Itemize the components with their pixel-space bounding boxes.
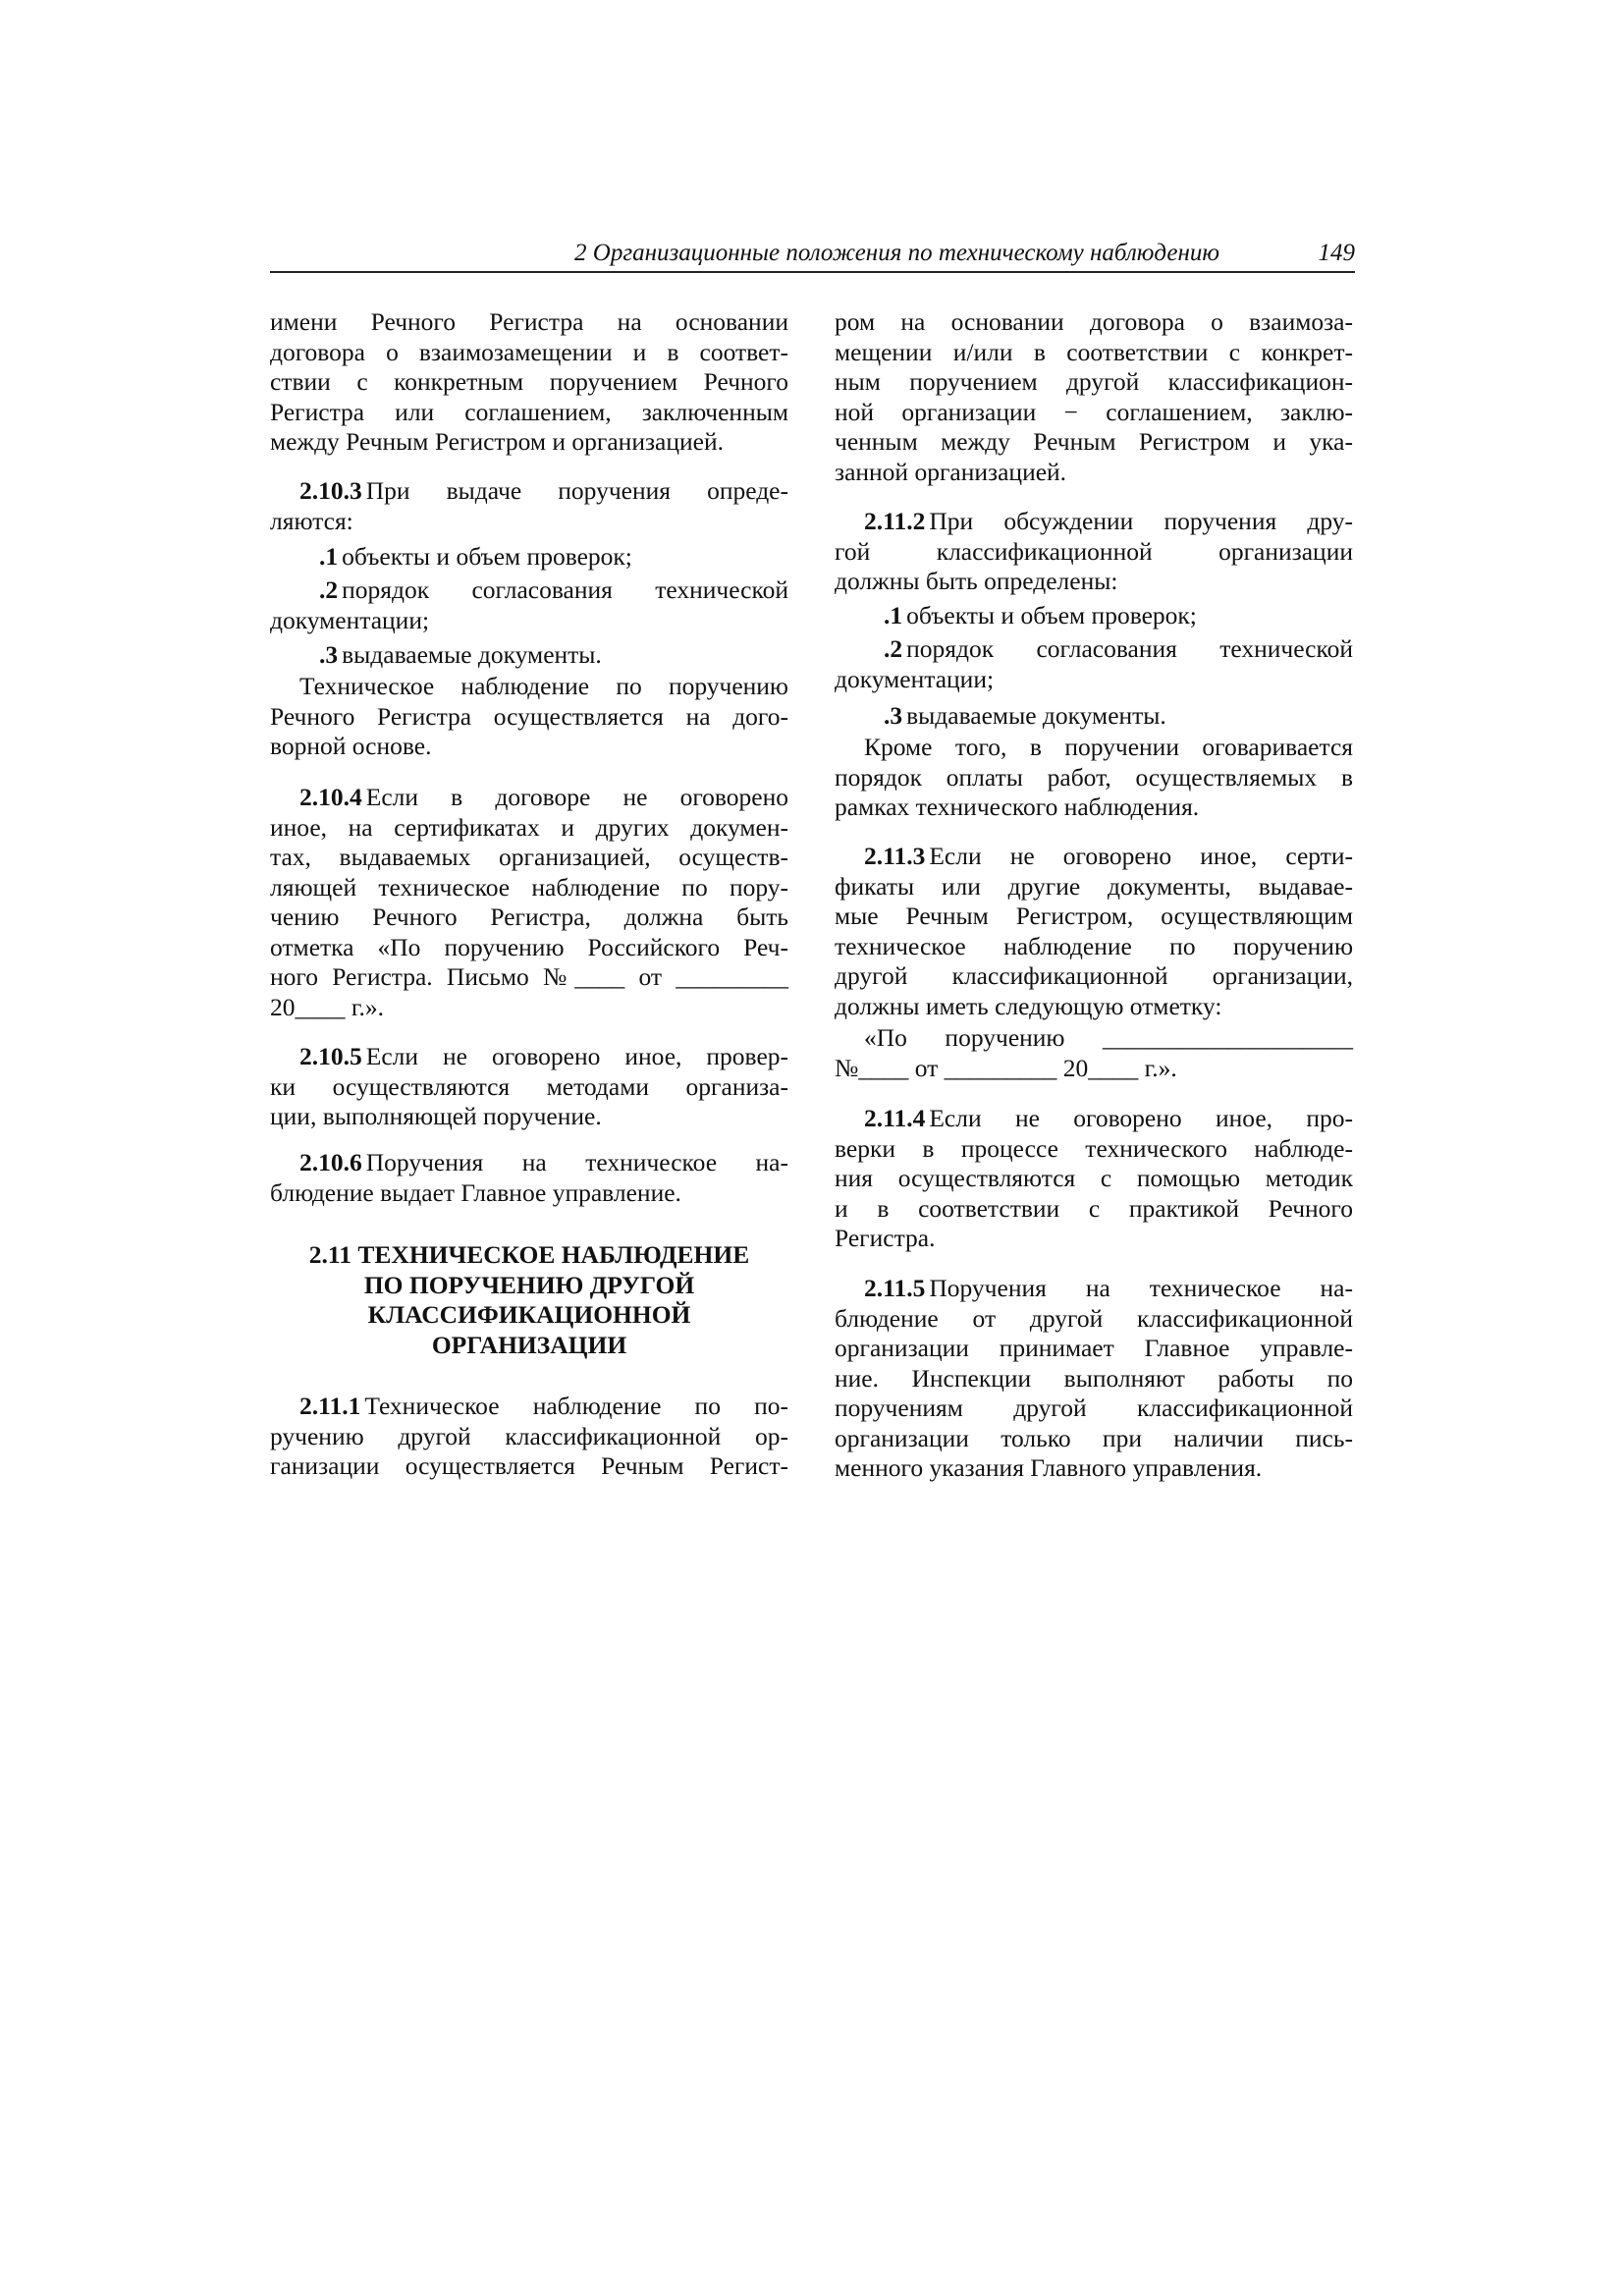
paragraph [835, 307, 1353, 487]
text-line [270, 338, 788, 368]
clause-number: .2 [884, 634, 903, 663]
paragraph [270, 476, 788, 536]
text-line [270, 476, 788, 507]
header-title: 2 Организационные положения по техническому наблюдению [574, 240, 1219, 266]
line-text: выдаваемые документы. [906, 701, 1166, 730]
text-line [270, 606, 788, 636]
line-text: занной организацией. [835, 457, 1067, 486]
line-text: ляющей техническое наблюдение по пору- [270, 872, 788, 902]
text-line [835, 338, 1353, 368]
line-text: Регистра. [835, 1224, 936, 1252]
line-text: ции, выполняющей поручение. [270, 1102, 602, 1130]
line-text: ной организации − соглашением, заклю- [835, 397, 1353, 426]
line-text: ПО ПОРУЧЕНИЮ ДРУГОЙ [363, 1270, 695, 1299]
text-line [270, 575, 788, 606]
line-text: ченным между Речным Регистром и ука- [835, 427, 1353, 456]
text-line [270, 702, 788, 733]
text-line [270, 993, 788, 1023]
text-line [835, 1134, 1353, 1165]
text-line [270, 1422, 788, 1452]
text-line [270, 640, 788, 671]
line-text: имени Речного Регистра на основании [270, 307, 788, 336]
line-text: тах, выдаваемых организацией, осуществ- [270, 843, 788, 871]
text-line [835, 992, 1353, 1022]
paragraph [835, 601, 1353, 631]
text-line [270, 507, 788, 537]
text-line [835, 1453, 1353, 1484]
text-line [835, 763, 1353, 793]
text-line [270, 933, 788, 963]
paragraph [270, 783, 788, 1022]
line-text: ствии с конкретным поручением Речного [270, 367, 788, 396]
text-line [270, 843, 788, 873]
text-line [270, 813, 788, 844]
text-line [270, 1072, 788, 1103]
line-text: выдаваемые документы. [342, 640, 602, 669]
clause-number: .1 [319, 542, 339, 571]
line-text: мые Речным Регистром, осуществляющим [835, 902, 1353, 930]
line-text: ным поручением другой классификацион- [835, 367, 1353, 396]
clause-number: 2.10.5 [299, 1042, 362, 1070]
text-line [835, 932, 1353, 962]
line-text: другой классификационной организации, [835, 961, 1353, 990]
clause-number: .3 [319, 640, 339, 669]
line-text: 2.11 ТЕХНИЧЕСКОЕ НАБЛЮДЕНИЕ [308, 1240, 750, 1269]
text-line [270, 367, 788, 398]
line-text: блюдение выдает Главное управление. [270, 1177, 681, 1207]
line-text: отметка «По поручению Российского Реч- [270, 932, 788, 961]
text-line [270, 1451, 788, 1482]
text-line [835, 842, 1353, 872]
running-header [270, 238, 1355, 273]
line-text: «По поручению ____________________ [864, 1023, 1353, 1052]
text-line [835, 1364, 1353, 1394]
line-text: Кроме того, в поручении оговаривается [864, 733, 1353, 761]
line-text: верки в процессе технического наблюде- [835, 1133, 1353, 1163]
line-text: ки осуществляются методами организа- [270, 1071, 788, 1101]
line-text: организации принимает Главное управле- [835, 1334, 1353, 1362]
line-text: ОРГАНИЗАЦИИ [431, 1330, 627, 1359]
page-number: 149 [1318, 240, 1355, 266]
paragraph [835, 507, 1353, 597]
line-text: гой классификационной организации [835, 536, 1353, 566]
line-text: 20____ г.». [270, 992, 384, 1021]
text-line [835, 427, 1353, 458]
text-line [835, 1424, 1353, 1454]
line-text: порядок оплаты работ, осуществляемых в [835, 762, 1353, 792]
line-text: ганизации осуществляется Речным Регист- [270, 1451, 788, 1480]
text-line [270, 1178, 788, 1209]
text-line [270, 783, 788, 813]
line-text: При обсуждении поручения дру- [929, 507, 1353, 535]
text-line [270, 427, 788, 458]
text-line [835, 507, 1353, 537]
text-line [835, 1104, 1353, 1134]
text-line [270, 1271, 788, 1301]
paragraph [270, 640, 788, 671]
text-line [270, 542, 788, 573]
paragraph [835, 842, 1353, 1021]
line-text: и в соответствии с практикой Речного [835, 1193, 1353, 1223]
line-text: ния осуществляются с помощью методик [835, 1164, 1353, 1192]
line-text: договора о взаимозамещении и в соответ- [270, 337, 788, 366]
paragraph [835, 701, 1353, 732]
clause-number: 2.10.6 [299, 1148, 362, 1176]
text-line [835, 458, 1353, 488]
text-line [835, 601, 1353, 631]
text-line [835, 1274, 1353, 1304]
text-line [270, 732, 788, 762]
clause-number: 2.10.4 [299, 783, 362, 811]
paragraph [270, 1392, 788, 1482]
text-line [270, 873, 788, 903]
paragraph [270, 672, 788, 762]
text-line [270, 902, 788, 933]
line-text: поручениям другой классификационной [835, 1394, 1353, 1422]
line-text: КЛАССИФИКАЦИОННОЙ [367, 1300, 691, 1329]
text-line [270, 1240, 788, 1271]
section-heading [270, 1240, 788, 1360]
paragraph [835, 1274, 1353, 1484]
text-line [835, 1334, 1353, 1364]
line-text: техническое наблюдение по поручению [835, 931, 1353, 960]
paragraph [835, 634, 1353, 694]
text-line [835, 701, 1353, 732]
clause-number: 2.11.1 [299, 1392, 361, 1420]
text-line [835, 567, 1353, 597]
clause-number: .3 [884, 701, 903, 730]
line-text: порядок согласования технической [906, 634, 1353, 663]
text-line [270, 307, 788, 338]
text-line [270, 1300, 788, 1331]
paragraph [835, 1104, 1353, 1254]
paragraph [270, 575, 788, 635]
paragraph [270, 1042, 788, 1132]
text-line [835, 1194, 1353, 1225]
text-line [835, 634, 1353, 665]
line-text: Если не оговорено иное, серти- [929, 842, 1353, 870]
clause-number: .2 [319, 575, 339, 604]
text-line [835, 398, 1353, 428]
line-text: порядок согласования технической [342, 575, 788, 604]
line-text: организации только при наличии пись- [835, 1423, 1353, 1452]
line-text: Речного Регистра осуществляется на дого- [270, 701, 788, 731]
text-line [270, 1042, 788, 1072]
line-text: Поручения на техническое на- [365, 1148, 788, 1176]
clause-number: 2.11.3 [864, 842, 926, 870]
clause-number: 2.11.4 [864, 1104, 926, 1132]
line-text: мещении и/или в соответствии с конкрет- [835, 337, 1353, 366]
text-line [270, 962, 788, 993]
line-text: чению Речного Регистра, должна быть [270, 902, 788, 931]
line-text: ние. Инспекции выполняют работы по [835, 1363, 1353, 1393]
text-line [835, 1023, 1353, 1054]
text-line [835, 307, 1353, 338]
line-text: документации; [835, 664, 995, 693]
paragraph [835, 1023, 1353, 1083]
line-text: При выдаче поручения опреде- [365, 476, 788, 505]
line-text: ного Регистра. Письмо №____ от _________ [270, 962, 788, 991]
text-line [835, 537, 1353, 568]
text-line [835, 961, 1353, 992]
line-text: Если не оговорено иное, про- [929, 1104, 1353, 1132]
text-line [835, 1164, 1353, 1194]
line-text: рамках технического наблюдения. [835, 793, 1200, 821]
text-line [270, 672, 788, 702]
line-text: объекты и объем проверок; [906, 601, 1197, 629]
line-text: блюдение от другой классификационной [835, 1303, 1353, 1333]
line-text: фикаты или другие документы, выдавае- [835, 871, 1353, 901]
text-line [835, 793, 1353, 823]
clause-number: 2.11.5 [864, 1274, 926, 1302]
line-text: объекты и объем проверок; [342, 542, 632, 571]
paragraph [835, 733, 1353, 823]
text-line [835, 1304, 1353, 1335]
line-text: Если в договоре не оговорено [365, 783, 788, 811]
line-text: иное, на сертификатах и других докумен- [270, 812, 788, 842]
text-line [835, 1054, 1353, 1084]
text-line [835, 367, 1353, 398]
paragraph [270, 542, 788, 573]
paragraph [270, 307, 788, 458]
text-line [835, 665, 1353, 695]
paragraph [270, 1148, 788, 1208]
clause-number: .1 [884, 601, 903, 629]
line-text: ляются: [270, 506, 353, 535]
text-line [835, 1224, 1353, 1254]
line-text: документации; [270, 605, 430, 634]
clause-number: 2.10.3 [299, 476, 362, 505]
line-text: Поручения на техническое на- [929, 1274, 1353, 1302]
line-text: между Речным Регистром и организацией. [270, 427, 725, 456]
line-text: Если не оговорено иное, провер- [365, 1042, 788, 1070]
line-text: должны иметь следующую отметку: [835, 991, 1222, 1020]
text-line [270, 1392, 788, 1422]
line-text: ром на основании договора о взаимоза- [835, 307, 1353, 336]
clause-number: 2.11.2 [864, 507, 926, 535]
text-line [270, 398, 788, 428]
text-line [835, 1394, 1353, 1424]
text-line [270, 1148, 788, 1178]
line-text: Регистра или соглашением, заключенным [270, 397, 788, 426]
line-text: ворной основе. [270, 732, 432, 760]
line-text: Техническое наблюдение по поручению [299, 672, 788, 700]
line-text: Техническое наблюдение по по- [364, 1392, 788, 1420]
text-line [835, 733, 1353, 763]
text-line [270, 1331, 788, 1361]
line-text: ручению другой классификационной ор- [270, 1421, 788, 1450]
line-text: должны быть определены: [835, 567, 1118, 595]
text-line [835, 872, 1353, 902]
text-line [835, 902, 1353, 932]
line-text: менного указания Главного управления. [835, 1453, 1263, 1482]
text-line [270, 1102, 788, 1132]
line-text: №____ от _________ 20____ г.». [835, 1053, 1177, 1082]
